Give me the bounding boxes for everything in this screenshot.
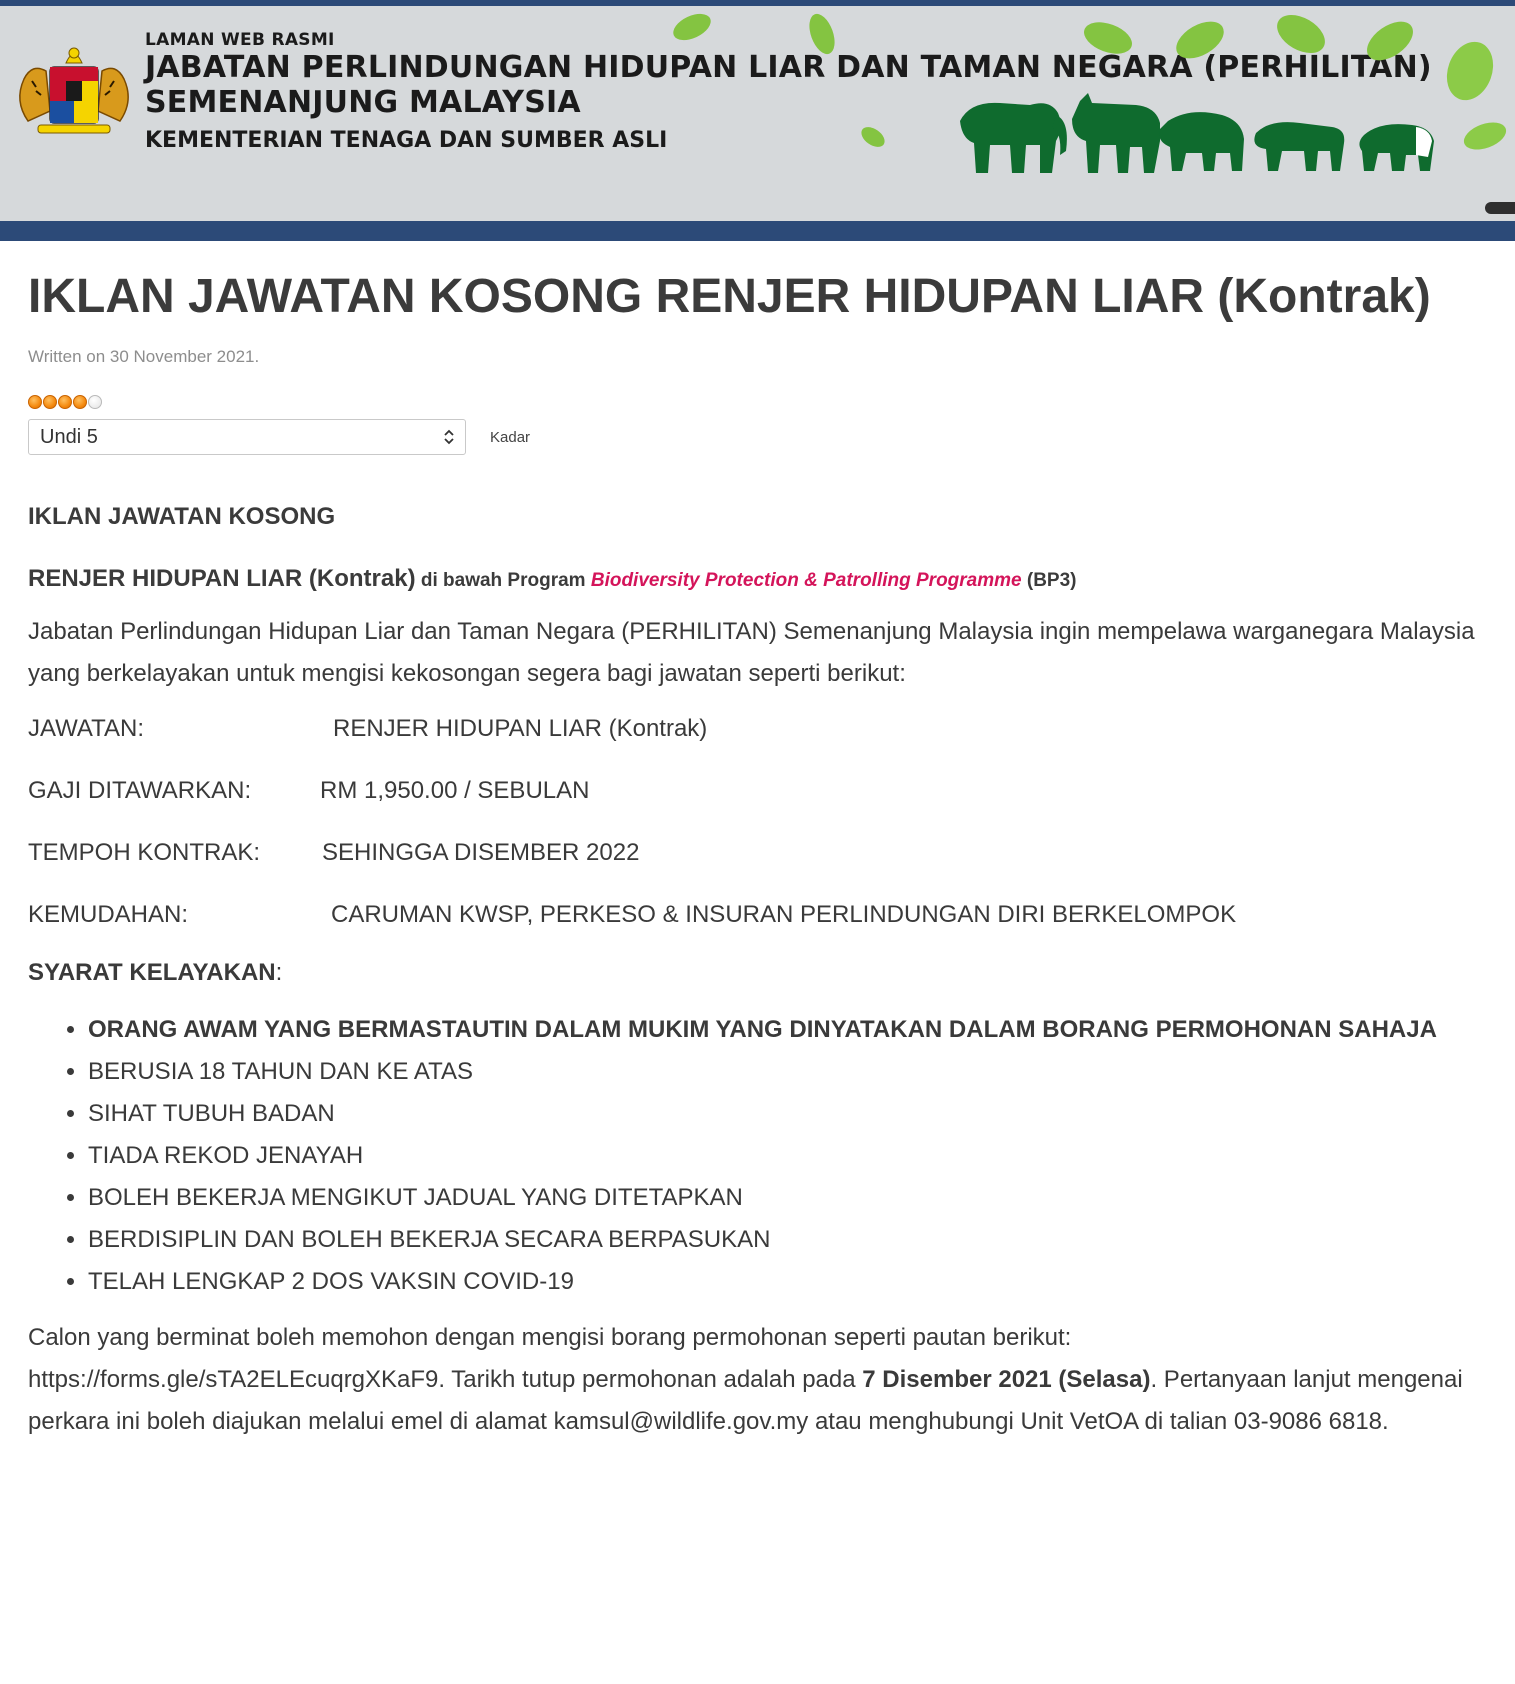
banner-region: SEMENANJUNG MALAYSIA xyxy=(145,85,581,120)
requirements-list xyxy=(28,1009,1487,1303)
apply-text-2: . Pertanyaan lanjut mengenai perkara ini boleh diajukan melalui emel di alamat kamsul@wildlife.gov.my atau menghubungi Unit VetOA di talian 03-9086 6818. xyxy=(28,1366,1463,1435)
apply-text-1: Calon yang berminat boleh memohon dengan mengisi borang permohonan seperti pautan berikut: https://forms.gle/sTA2ELEcuqrgXKaF9. Tarikh tutup permohonan adalah pada xyxy=(28,1324,1072,1393)
leaf-icon xyxy=(805,10,839,58)
detail-value: RENJER HIDUPAN LIAR (Kontrak) xyxy=(333,715,708,742)
article xyxy=(0,267,1515,1443)
rating-star-filled-icon xyxy=(28,395,42,409)
vote-selected-value: Undi 5 xyxy=(40,425,98,448)
detail-row-gaji xyxy=(28,777,1487,805)
detail-value: CARUMAN KWSP, PERKESO & INSURAN PERLINDUNGAN DIRI BERKELOMPOK xyxy=(331,901,1237,928)
article-date: Written on 30 November 2021. xyxy=(28,347,260,366)
site-banner xyxy=(0,6,1515,221)
banner-tagline: LAMAN WEB RASMI xyxy=(145,30,335,50)
vote-row xyxy=(28,419,1487,455)
requirements-heading xyxy=(28,959,1487,987)
detail-label: GAJI DITAWARKAN: xyxy=(28,777,252,804)
vote-select[interactable] xyxy=(28,419,466,455)
detail-value: SEHINGGA DISEMBER 2022 xyxy=(322,839,640,866)
banner-ministry: KEMENTERIAN TENAGA DAN SUMBER ASLI xyxy=(145,128,668,153)
list-item: • BERUSIA 18 TAHUN DAN KE ATAS xyxy=(88,1051,1487,1093)
list-item: • BOLEH BEKERJA MENGIKUT JADUAL YANG DITETAPKAN xyxy=(88,1177,1487,1219)
rate-button[interactable]: Kadar xyxy=(490,428,531,446)
rating-star-filled-icon xyxy=(58,395,72,409)
detail-row-kemudahan xyxy=(28,901,1487,929)
leaf-icon xyxy=(670,11,714,43)
leaf-icon xyxy=(1170,16,1230,64)
list-item: • ORANG AWAM YANG BERMASTAUTIN DALAM MUKIM YANG DINYATAKAN DALAM BORANG PERMOHONAN SAHAJA xyxy=(88,1009,1487,1051)
wildlife-silhouettes-icon xyxy=(960,81,1515,176)
detail-label: KEMUDAHAN: xyxy=(28,901,189,928)
position-subtitle xyxy=(28,565,1487,593)
program-prefix: di bawah Program xyxy=(415,570,591,591)
intro-paragraph: Jabatan Perlindungan Hidupan Liar dan Taman Negara (PERHILITAN) Semenanjung Malaysia ingin mempelawa warganegara Malaysia yang berkelayakan untuk mengisi kekosongan segera bagi jawatan seperti berikut: xyxy=(28,618,1475,687)
detail-label: TEMPOH KONTRAK: xyxy=(28,839,261,866)
application-paragraph xyxy=(28,1317,1487,1443)
position-name: RENJER HIDUPAN LIAR (Kontrak) xyxy=(28,565,416,592)
banner-department: JABATAN PERLINDUNGAN HIDUPAN LIAR DAN TAMAN NEGARA (PERHILITAN) xyxy=(145,50,1432,85)
star-rating xyxy=(28,395,1487,409)
detail-value: RM 1,950.00 / SEBULAN xyxy=(320,777,590,804)
requirements-colon: : xyxy=(275,959,283,986)
rating-star-empty-icon xyxy=(88,395,102,409)
updown-chevron-icon xyxy=(443,428,455,446)
detail-label: JAWATAN: xyxy=(28,715,144,742)
list-item: • SIHAT TUBUH BADAN xyxy=(88,1093,1487,1135)
program-name: Biodiversity Protection & Patrolling Programme xyxy=(590,570,1022,591)
coat-of-arms-icon xyxy=(10,41,138,137)
program-abbr: (BP3) xyxy=(1021,570,1077,591)
leaf-icon xyxy=(858,124,888,150)
deadline: 7 Disember 2021 (Selasa) xyxy=(862,1366,1151,1393)
detail-row-jawatan xyxy=(28,715,1487,743)
rating-star-filled-icon xyxy=(43,395,57,409)
leaf-icon xyxy=(1080,18,1136,58)
list-item: • TELAH LENGKAP 2 DOS VAKSIN COVID-19 xyxy=(88,1261,1487,1303)
list-item: • TIADA REKOD JENAYAH xyxy=(88,1135,1487,1177)
scroll-handle[interactable] xyxy=(1485,202,1515,214)
rating-star-filled-icon xyxy=(73,395,87,409)
nav-bar xyxy=(0,221,1515,241)
list-item: • BERDISIPLIN DAN BOLEH BEKERJA SECARA BERPASUKAN xyxy=(88,1219,1487,1261)
requirements-title: SYARAT KELAYAKAN xyxy=(28,959,276,986)
section-title: IKLAN JAWATAN KOSONG xyxy=(28,503,336,530)
leaf-icon xyxy=(1270,6,1332,62)
detail-row-tempoh xyxy=(28,839,1487,867)
page-title: IKLAN JAWATAN KOSONG RENJER HIDUPAN LIAR (Kontrak) xyxy=(28,270,1431,323)
leaf-icon xyxy=(1360,16,1420,66)
